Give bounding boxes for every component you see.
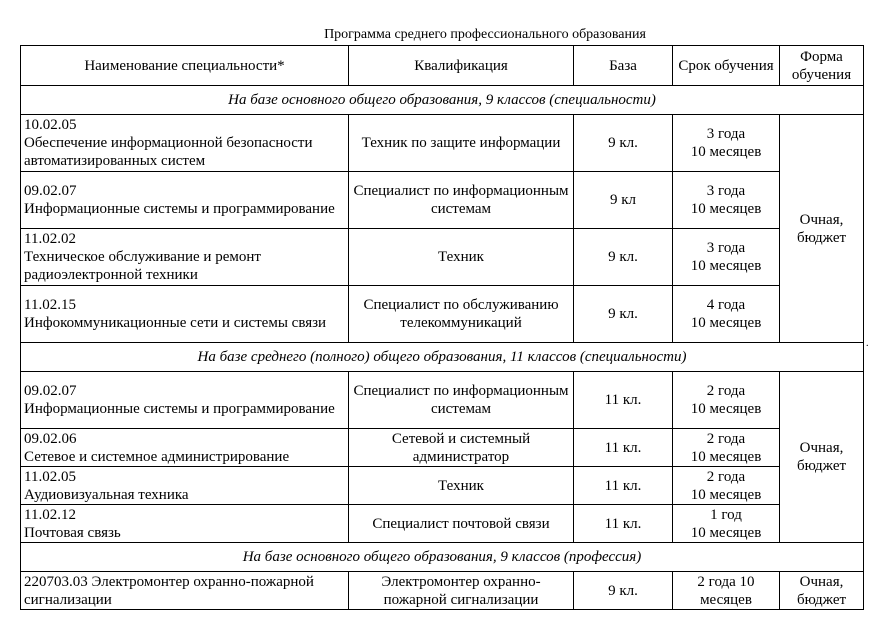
duration-months: 10 месяцев — [690, 486, 762, 503]
duration-months: 10 месяцев — [690, 524, 762, 541]
specialty-code: 11.02.05 — [24, 468, 76, 485]
qualification-cell: Специалист по информационным системам — [349, 172, 574, 229]
duration-cell — [673, 172, 780, 229]
duration-cell: 2 года 10 месяцев — [673, 572, 780, 610]
duration-cell — [673, 505, 780, 543]
qualification-cell: Техник по защите информации — [349, 115, 574, 172]
table-row — [21, 115, 864, 172]
duration-months: 10 месяцев — [690, 258, 762, 274]
table-row — [21, 467, 864, 505]
qualification-cell: Техник — [349, 467, 574, 505]
specialty-code: 11.02.02 — [24, 231, 76, 247]
specialty-cell — [21, 505, 349, 543]
form-cell: Очная, бюджет — [780, 572, 864, 610]
duration-cell — [673, 467, 780, 505]
table-row — [21, 372, 864, 429]
document-caption: Программа среднего профессионального образования — [324, 27, 646, 42]
header-form: Форма обучения — [780, 46, 864, 86]
specialty-cell — [21, 467, 349, 505]
section-title: На базе основного общего образования, 9 классов (профессия) — [21, 543, 864, 572]
section-title: На базе среднего (полного) общего образования, 11 классов (специальности) — [21, 343, 864, 372]
duration-years: 3 года — [706, 240, 746, 256]
base-cell: 11 кл. — [574, 429, 673, 467]
header-duration: Срок обучения — [673, 46, 780, 86]
qualification-cell: Специалист по обслуживанию телекоммуникаций — [349, 286, 574, 343]
specialty-cell — [21, 229, 349, 286]
duration-months: 10 месяцев — [690, 448, 762, 465]
base-cell: 9 кл. — [574, 229, 673, 286]
base-cell: 9 кл. — [574, 115, 673, 172]
specialty-code: 09.02.06 — [24, 430, 77, 447]
specialty-name: Обеспечение информационной безопасности автоматизированных систем — [24, 135, 313, 169]
table-header-row — [21, 46, 864, 86]
section-heading-row — [21, 543, 864, 572]
table-row — [21, 429, 864, 467]
table-row — [21, 286, 864, 343]
section-heading-row — [21, 343, 864, 372]
duration-cell — [673, 115, 780, 172]
form-cell: Очная, бюджет — [780, 372, 864, 543]
base-cell: 11 кл. — [574, 505, 673, 543]
specialty-cell: 220703.03 Электромонтер охранно-пожарной сигнализации — [21, 572, 349, 610]
form-cell: Очная, бюджет — [780, 115, 864, 343]
specialty-name: Информационные системы и программирование — [24, 201, 335, 217]
specialty-name: Информационные системы и программирование — [24, 401, 335, 417]
duration-cell — [673, 229, 780, 286]
duration-months: 10 месяцев — [690, 315, 762, 331]
specialty-name: Сетевое и системное администрирование — [24, 448, 290, 465]
specialty-code: 09.02.07 — [24, 183, 77, 199]
duration-months: 10 месяцев — [690, 144, 762, 160]
base-cell: 9 кл. — [574, 572, 673, 610]
duration-years: 2 года — [706, 468, 746, 485]
qualification-cell: Специалист почтовой связи — [349, 505, 574, 543]
specialty-name: Аудиовизуальная техника — [24, 486, 189, 503]
section-title: На базе основного общего образования, 9 классов (специальности) — [21, 86, 864, 115]
duration-cell — [673, 372, 780, 429]
duration-cell — [673, 286, 780, 343]
header-qualification: Квалификация — [349, 46, 574, 86]
base-cell: 9 кл — [574, 172, 673, 229]
duration-months: 10 месяцев — [690, 401, 762, 417]
qualification-cell: Специалист по информационным системам — [349, 372, 574, 429]
specialty-name: Техническое обслуживание и ремонт радиоэлектронной техники — [24, 249, 261, 283]
base-cell: 11 кл. — [574, 372, 673, 429]
programs-table — [20, 45, 864, 610]
table-row — [21, 572, 864, 610]
specialty-cell — [21, 286, 349, 343]
specialty-cell — [21, 115, 349, 172]
table-row — [21, 172, 864, 229]
specialty-code: 09.02.07 — [24, 383, 77, 399]
duration-years: 2 года — [706, 430, 746, 447]
header-name: Наименование специальности* — [21, 46, 349, 86]
specialty-cell — [21, 372, 349, 429]
duration-years: 3 года — [706, 183, 746, 199]
section-heading-row — [21, 86, 864, 115]
stray-mark: . — [866, 338, 869, 349]
specialty-code: 11.02.15 — [24, 297, 76, 313]
qualification-cell: Электромонтер охранно-пожарной сигнализации — [349, 572, 574, 610]
table-row — [21, 505, 864, 543]
duration-cell — [673, 429, 780, 467]
duration-years: 4 года — [706, 297, 746, 313]
duration-months: 10 месяцев — [690, 201, 762, 217]
qualification-cell: Сетевой и системный администратор — [349, 429, 574, 467]
specialty-code: 11.02.12 — [24, 506, 76, 523]
header-base: База — [574, 46, 673, 86]
specialty-cell — [21, 172, 349, 229]
duration-years: 2 года — [706, 383, 746, 399]
specialty-name: Почтовая связь — [24, 524, 121, 541]
base-cell: 11 кл. — [574, 467, 673, 505]
table-row — [21, 229, 864, 286]
specialty-code: 10.02.05 — [24, 117, 77, 133]
specialty-cell — [21, 429, 349, 467]
specialty-name: Инфокоммуникационные сети и системы связи — [24, 315, 327, 331]
qualification-cell: Техник — [349, 229, 574, 286]
base-cell: 9 кл. — [574, 286, 673, 343]
duration-years: 1 год — [710, 506, 742, 523]
duration-years: 3 года — [706, 126, 746, 142]
